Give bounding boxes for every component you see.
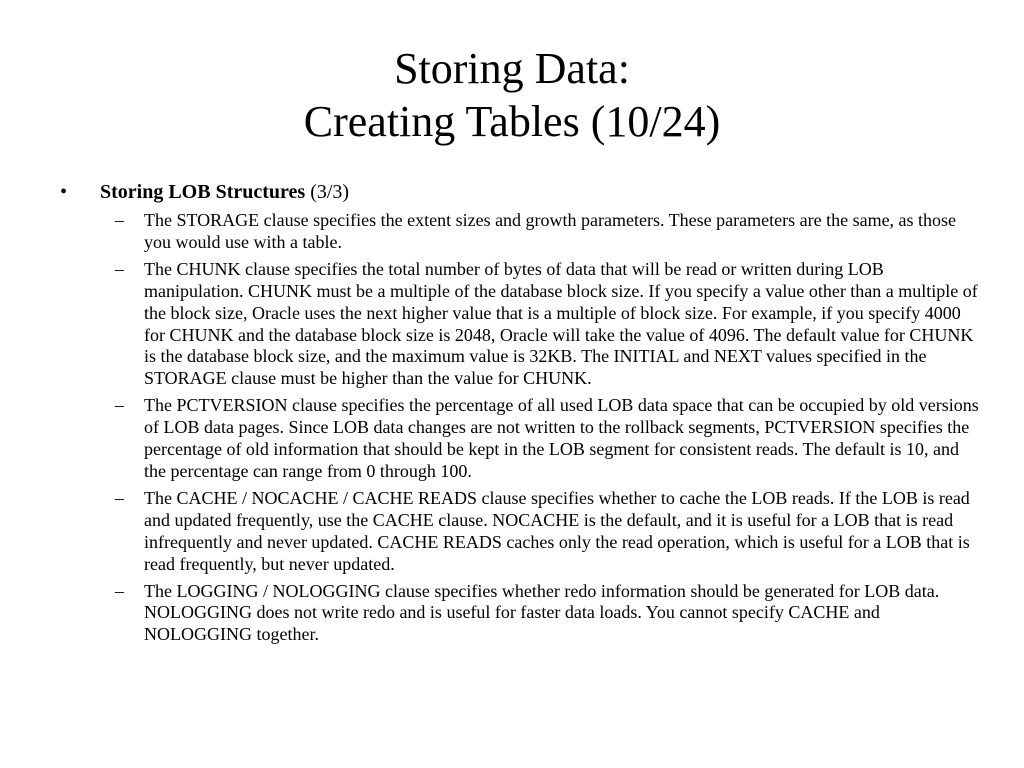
sub-bullet-list [60, 210, 980, 646]
slide-title-line-2: Creating Tables (10/24) [303, 97, 721, 146]
sub-bullet-cache [115, 487, 980, 576]
bullet-heading: Storing LOB Structures [100, 181, 306, 203]
dash-icon: – [115, 487, 124, 508]
sub-bullet-text: The STORAGE clause specifies the extent sizes and growth parameters. These parameters are the same, as those you would use with a table. [144, 210, 957, 252]
bullet-dot-icon: • [60, 181, 68, 203]
dash-icon: – [115, 258, 124, 279]
main-bullet [60, 180, 980, 204]
sub-bullet-storage [115, 210, 980, 254]
sub-bullet-text: The PCTVERSION clause specifies the percentage of all used LOB data space that can be occupied by old versions of LOB data pages. Since LOB data changes are not written to the rollback segments, PCTVERSION specifies the percentage of old information that should be kept in the LOB segment for consistent reads. The default is 10, and the percentage can range from 0 through 100. [144, 395, 979, 481]
slide-title-line-1: Storing Data: [394, 44, 630, 93]
slide-title [0, 42, 1024, 148]
dash-icon: – [115, 580, 124, 601]
sub-bullet-logging [115, 580, 980, 647]
dash-icon: – [115, 210, 124, 230]
bullet-suffix: (3/3) [305, 181, 350, 203]
sub-bullet-text: The CACHE / NOCACHE / CACHE READS clause specifies whether to cache the LOB reads. If the LOB is read and updated frequently, use the CACHE clause. NOCACHE is the default, and it is useful for a LOB that is read infrequently and never updated. CACHE READS caches only the read operation, which is useful for a LOB that is read frequently, but never updated. [144, 487, 970, 574]
sub-bullet-text: The CHUNK clause specifies the total number of bytes of data that will be read or written during LOB manipulation. CHUNK must be a multiple of the database block size. If you specify a value other than a multiple of the block size, Oracle uses the next higher value that is a multiple of block size. For example, if you specify 4000 for CHUNK and the database block size is 2048, Oracle will take the value of 4096. The default value for CHUNK is the database block size, and the maximum value is 32KB. The INITIAL and NEXT values specified in the STORAGE clause must be higher than the value for CHUNK. [144, 258, 978, 389]
sub-bullet-pctversion [115, 395, 980, 483]
sub-bullet-text: The LOGGING / NOLOGGING clause specifies whether redo information should be generated for LOB data. NOLOGGING does not write redo and is useful for faster data loads. You cannot specify CACHE and NOLOGGING together. [144, 580, 940, 645]
slide-content [60, 180, 980, 651]
sub-bullet-chunk [115, 258, 980, 390]
dash-icon: – [115, 395, 124, 416]
